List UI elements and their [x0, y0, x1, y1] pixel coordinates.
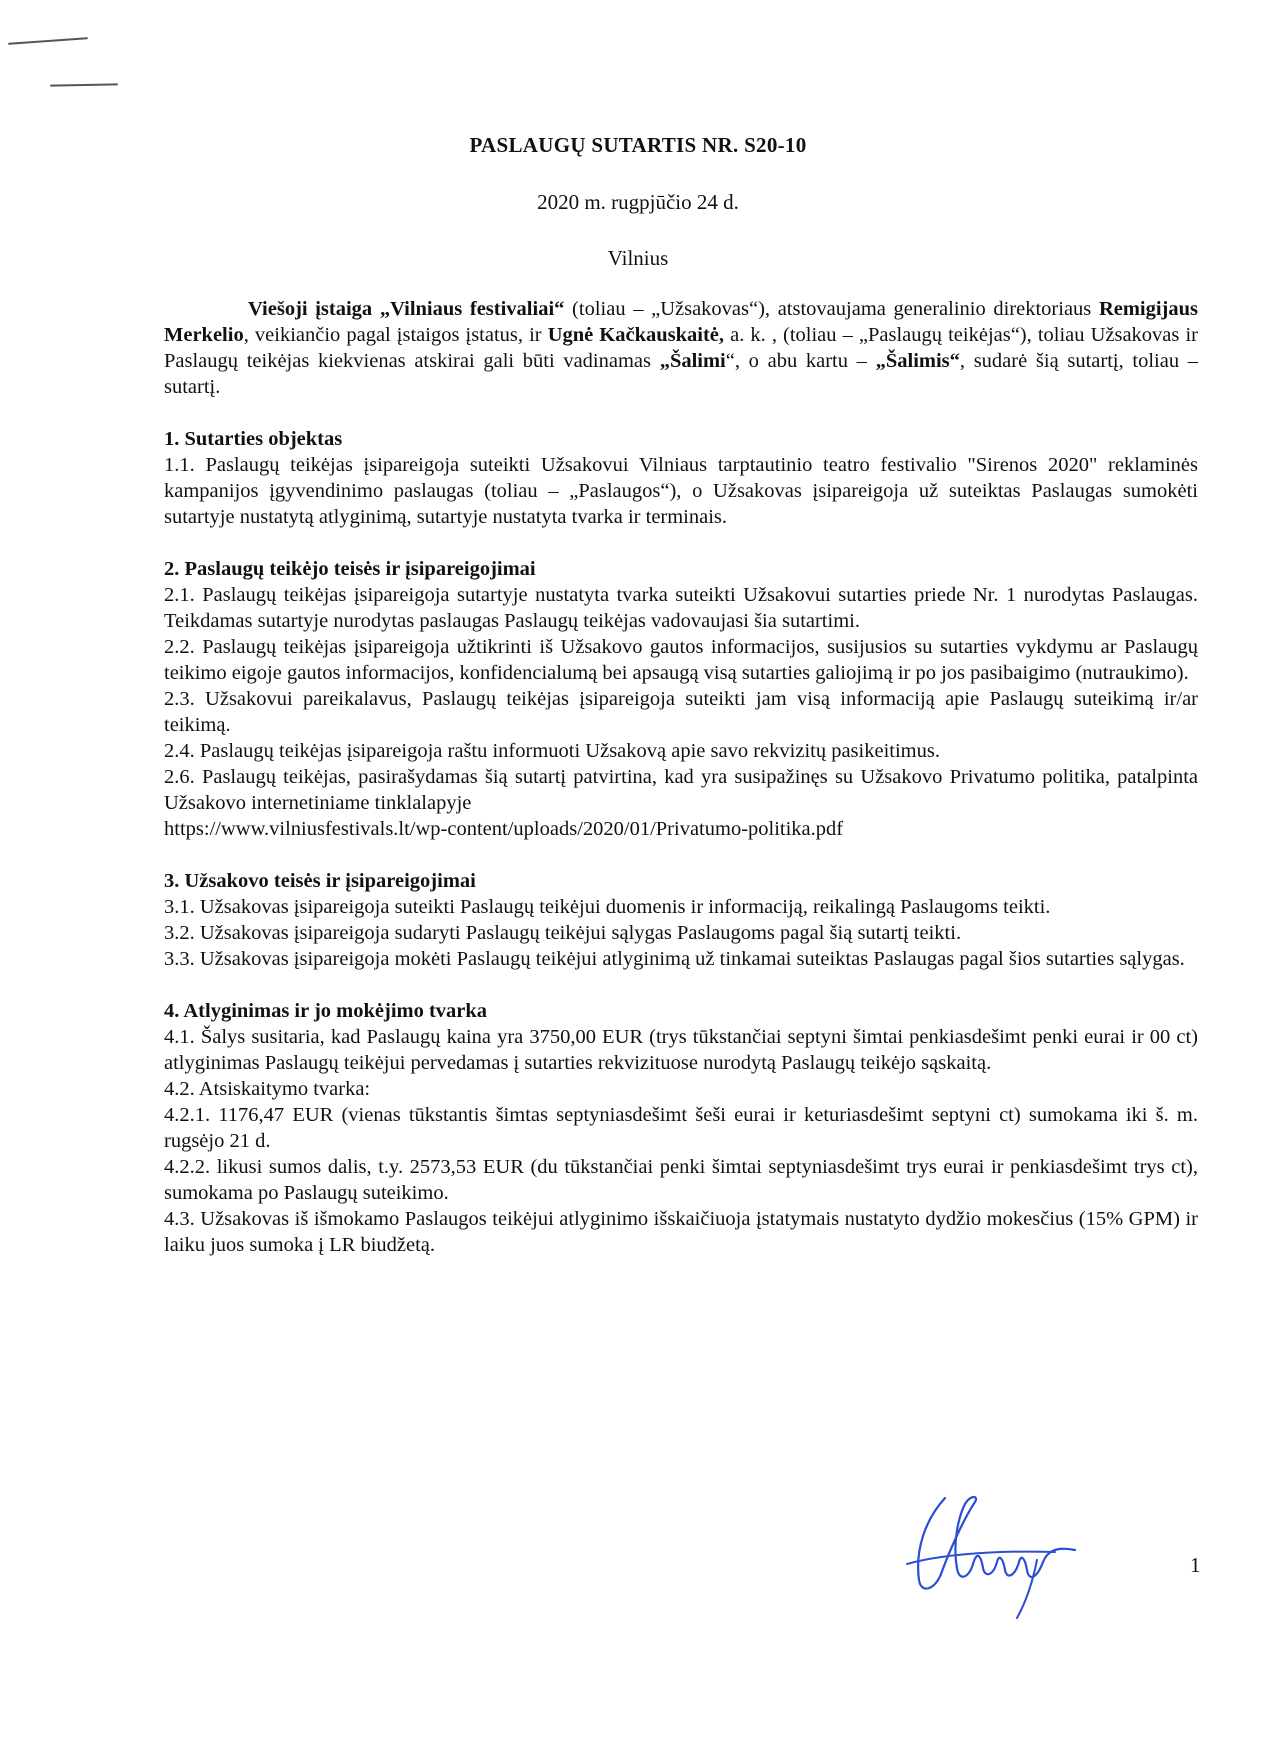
client-name: Viešoji įstaiga „Vilniaus festivaliai“	[248, 298, 565, 320]
intro-paragraph	[164, 296, 1198, 400]
clause: 2.2. Paslaugų teikėjas įsipareigoja užtikrinti iš Užsakovo gautos informacijos, susijusios su sutarties vykdymu ar Paslaugų teikimo eigoje gautos informacijos, konfidencialumą bei apsaugą visą sutarties galiojimą ir po jos pasibaigimo (nutraukimo).	[164, 636, 1198, 684]
clause: 2.4. Paslaugų teikėjas įsipareigoja raštu informuoti Užsakovą apie savo rekvizitų pasikeitimus.	[164, 740, 940, 762]
section-2	[164, 556, 1198, 842]
contract-title: PASLAUGŲ SUTARTIS NR. S20-10	[469, 133, 807, 157]
section-3	[164, 868, 1198, 972]
clause: 3.1. Užsakovas įsipareigoja suteikti Paslaugų teikėjui duomenis ir informaciją, reikalingą Paslaugoms teikti.	[164, 896, 1051, 918]
clause: 2.6. Paslaugų teikėjas, pasirašydamas šią sutartį patvirtina, kad yra susipažinęs su Užsakovo Privatumo politika, patalpinta Užsakovo internetiniame tinklalapyje	[164, 766, 1198, 814]
clause: 1.1. Paslaugų teikėjas įsipareigoja suteikti Užsakovui Vilniaus tarptautinio teatro festivalio "Sirenos 2020" reklaminės kampanijos įgyvendinimo paslaugas (toliau – „Paslaugos“), o Užsakovas įsipareigoja už suteiktas Paslaugas sumokėti sutartyje nustatytą atlyginimą, sutartyje nustatyta tvarka ir terminais.	[164, 454, 1198, 528]
contract-body	[164, 296, 1198, 1258]
party-single-term: „Šalimi	[659, 350, 726, 372]
clause: 4.2. Atsiskaitymo tvarka:	[164, 1078, 371, 1100]
clause: 4.1. Šalys susitaria, kad Paslaugų kaina yra 3750,00 EUR (trys tūkstančiai septyni šimtai penkiasdešimt penki eurai ir 00 ct) atlyginimas Paslaugų teikėjui pervedamas į sutarties rekvizituose nurodytą Paslaugų teikėjo sąskaitą.	[164, 1026, 1198, 1074]
clause: 4.3. Užsakovas iš išmokamo Paslaugos teikėjui atlyginimo išskaičiuoja įstatymais nustatyto dydžio mokesčius (15% GPM) ir laiku juos sumoka į LR biudžetą.	[164, 1208, 1198, 1256]
handwritten-signature	[905, 1490, 1105, 1620]
intro-text: “, o abu kartu –	[725, 350, 876, 372]
section-heading: 2. Paslaugų teikėjo teisės ir įsipareigojimai	[164, 558, 536, 580]
director-name: Remigijaus Merkelio	[164, 298, 1199, 346]
section-heading: 3. Užsakovo teisės ir įsipareigojimai	[164, 870, 476, 892]
intro-text: , veikiančio pagal įstaigos įstatus, ir	[243, 324, 548, 346]
provider-name: Ugnė Kačkauskaitė,	[547, 324, 725, 346]
clause: 2.3. Užsakovui pareikalavus, Paslaugų teikėjas įsipareigoja suteikti jam visą informaciją apie Paslaugų suteikimą ir/ar teikimą.	[164, 688, 1198, 736]
section-heading: 1. Sutarties objektas	[164, 428, 343, 450]
clause: 2.1. Paslaugų teikėjas įsipareigoja sutartyje nustatyta tvarka suteikti Užsakovui sutarties priede Nr. 1 nurodytas Paslaugas. Teikdamas sutartyje nurodytas paslaugas Paslaugų teikėjas vadovaujasi šia sutartimi.	[164, 584, 1198, 632]
section-4	[164, 998, 1198, 1258]
contract-city: Vilnius	[607, 246, 669, 270]
clause: 3.3. Užsakovas įsipareigoja mokėti Paslaugų teikėjui atlyginimą už tinkamai suteiktas Paslaugas pagal šios sutarties sąlygas.	[164, 948, 1185, 970]
section-heading: 4. Atlyginimas ir jo mokėjimo tvarka	[164, 1000, 488, 1022]
party-plural-term: „Šalimis“	[875, 350, 960, 372]
page-number: 1	[1190, 1553, 1201, 1577]
scan-mark	[8, 37, 88, 45]
contract-date: 2020 m. rugpjūčio 24 d.	[537, 190, 739, 214]
clause: 4.2.1. 1176,47 EUR (vienas tūkstantis šimtas septyniasdešimt šeši eurai ir keturiasdešimt septyni ct) sumokama iki š. m. rugsėjo 21 d.	[164, 1104, 1198, 1152]
intro-text: a. k. , (toliau – „Paslaugų teikėjas“), toliau Užsakovas ir Paslaugų teikėjas kiekvienas atskirai gali būti vadinamas	[164, 324, 1198, 372]
intro-text: (toliau – „Užsakovas“), atstovaujama generalinio direktoriaus	[564, 298, 1099, 320]
clause: 3.2. Užsakovas įsipareigoja sudaryti Paslaugų teikėjui sąlygas Paslaugoms pagal šią sutartį teikti.	[164, 922, 962, 944]
scan-mark	[50, 83, 118, 86]
intro-text: , sudarė šią sutartį, toliau – sutartį.	[164, 350, 1198, 398]
privacy-policy-link[interactable]: https://www.vilniusfestivals.lt/wp-content/uploads/2020/01/Privatumo-politika.pdf	[164, 818, 844, 840]
section-1	[164, 426, 1198, 530]
clause: 4.2.2. likusi sumos dalis, t.y. 2573,53 EUR (du tūkstančiai penki šimtai septyniasdešimt trys eurai ir penkiasdešimt trys ct), sumokama po Paslaugų suteikimo.	[164, 1156, 1198, 1204]
